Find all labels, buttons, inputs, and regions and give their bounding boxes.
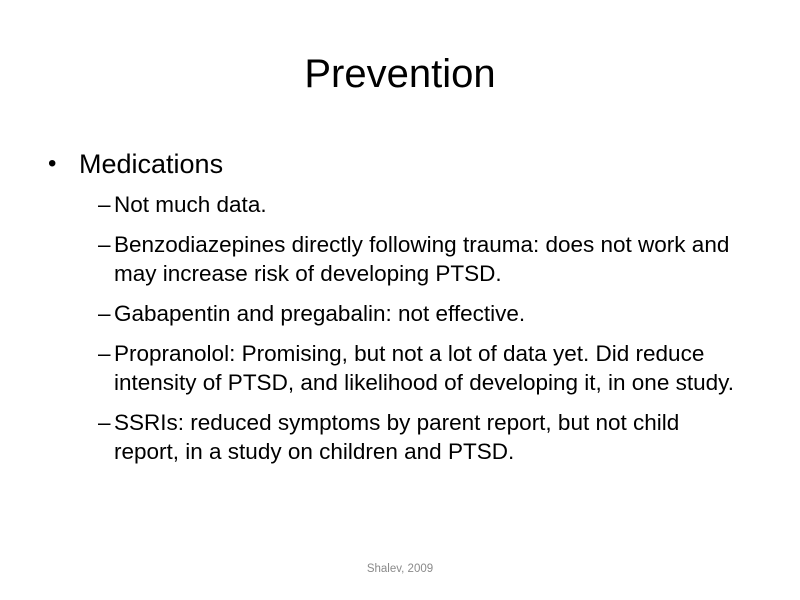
sub-bullet-item [48, 339, 749, 397]
dash-icon: – [98, 232, 111, 257]
sub-bullet-item [48, 299, 749, 328]
dash-icon: – [98, 192, 111, 217]
sub-bullet-item [48, 230, 749, 288]
dash-icon: – [98, 301, 111, 326]
citation-footer: Shalev, 2009 [366, 563, 434, 575]
sub-bullet-list [48, 190, 768, 466]
bullet-medications [48, 142, 768, 186]
bullet-text: Medications [79, 149, 224, 179]
sub-bullet-item [48, 190, 749, 219]
bullet-icon: • [48, 150, 57, 177]
sub-bullet-text: Benzodiazepines directly following trauma: does not work and may increase risk of developing PTSD. [114, 232, 730, 286]
sub-bullet-text: Propranolol: Promising, but not a lot of data yet. Did reduce intensity of PTSD, and likelihood of developing it, in one study. [114, 341, 734, 395]
sub-bullet-text: Gabapentin and pregabalin: not effective. [114, 301, 526, 326]
sub-bullet-item [48, 408, 749, 466]
sub-bullet-text: SSRIs: reduced symptoms by parent report, but not child report, in a study on children and PTSD. [114, 410, 680, 464]
slide-title: Prevention [304, 52, 496, 96]
slide-body [48, 142, 768, 477]
dash-icon: – [98, 410, 111, 435]
dash-icon: – [98, 341, 111, 366]
sub-bullet-text: Not much data. [114, 192, 267, 217]
